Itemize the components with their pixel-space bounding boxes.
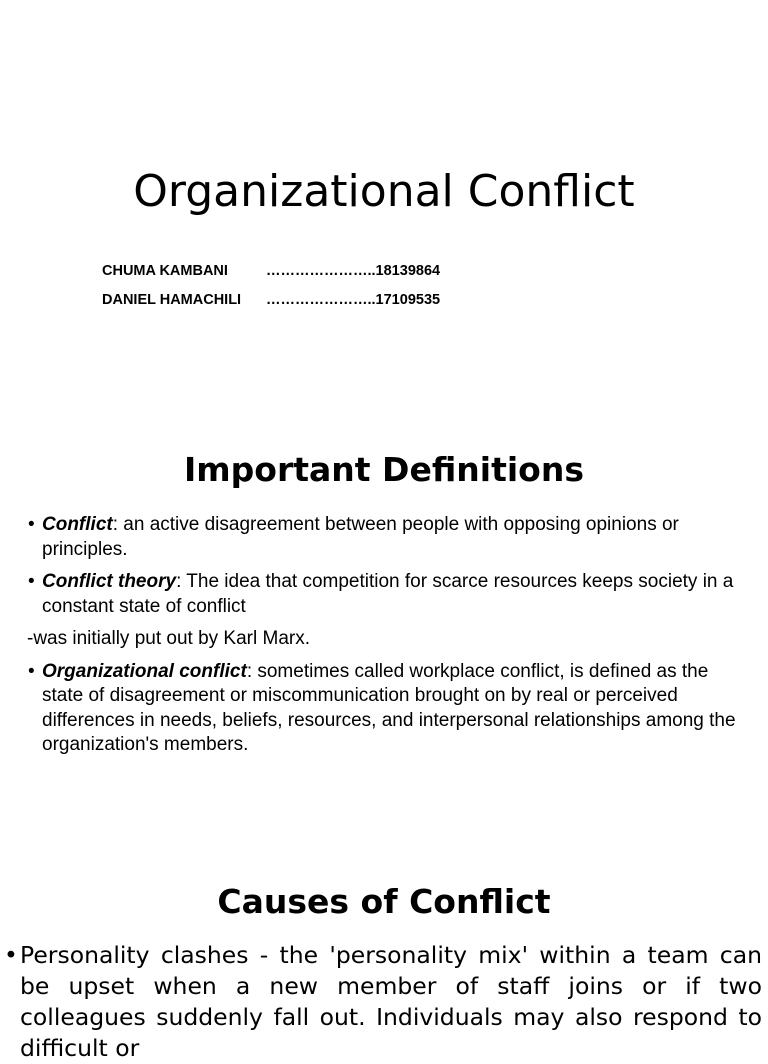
- causes-slide: [0, 860, 768, 1062]
- bullet-point: •: [28, 571, 35, 592]
- definition-item-organizational-conflict: [28, 660, 748, 758]
- definition-text: : sometimes called workplace conflict, is defined as the state of disagreement or miscommunication brought on by real or perceived differences in needs, beliefs, resources, and interpersonal relationships among the organization's members.: [42, 660, 736, 755]
- definition-term: Conflict: [42, 514, 113, 535]
- author-row: [102, 290, 440, 319]
- title-slide: [0, 0, 768, 410]
- definition-text: : an active disagreement between people with opposing opinions or principles.: [42, 514, 679, 560]
- definition-term: Conflict theory: [42, 571, 177, 592]
- author-student-id: …………………..17109535: [266, 292, 441, 308]
- definition-text: : The idea that competition for scarce resources keeps society in a constant state of conflict: [42, 571, 734, 617]
- author-name: CHUMA KAMBANI: [102, 263, 228, 279]
- author-name: DANIEL HAMACHILI: [102, 292, 242, 308]
- bullet-point: •: [28, 660, 35, 682]
- cause-item: [4, 940, 762, 1064]
- definition-list: [28, 513, 748, 766]
- causes-list: [4, 940, 762, 1064]
- definition-note: -was initially put out by Karl Marx.: [27, 628, 310, 649]
- definition-term: Organizational conflict: [42, 660, 247, 682]
- cause-text: Personality clashes - the 'personality mix' within a team can be upset when a new member of staff joins or if two colleagues suddenly fall out. Individuals may also respond to difficult or: [20, 941, 762, 1062]
- author-student-id: …………………..18139864: [266, 263, 441, 279]
- author-list: [102, 261, 440, 319]
- slide-title: Organizational Conflict: [133, 166, 635, 217]
- definitions-slide: [0, 420, 768, 840]
- definition-item-conflict-theory: [28, 570, 748, 619]
- slide-title: Causes of Conflict: [217, 882, 551, 921]
- definition-item-conflict: [28, 513, 748, 562]
- bullet-point: •: [4, 941, 18, 969]
- bullet-point: •: [28, 514, 35, 535]
- author-row: [102, 261, 440, 290]
- slide-title: Important Definitions: [184, 450, 584, 489]
